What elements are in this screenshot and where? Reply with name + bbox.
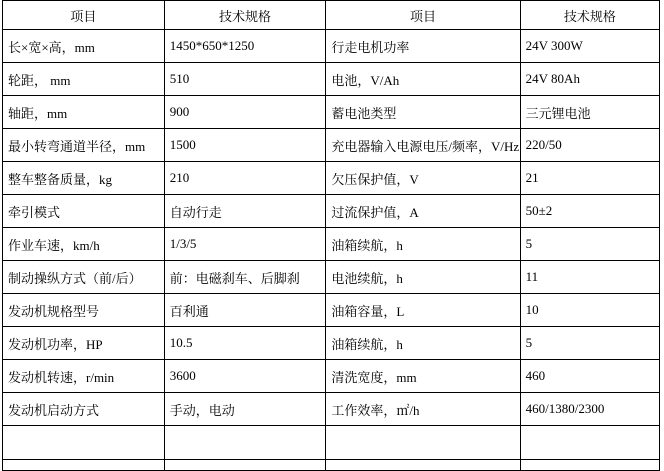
item-cell: 欠压保护值，V: [326, 162, 520, 195]
item-cell: 长×宽×高，mm: [3, 30, 165, 63]
item-cell: 蓄电池类型: [326, 96, 520, 129]
item-cell: 油箱续航，h: [326, 327, 520, 360]
spec-cell: 5: [520, 327, 659, 360]
empty-cell: [520, 460, 659, 471]
item-cell: 发动机转速，r/min: [3, 360, 165, 393]
empty-cell: [326, 426, 520, 460]
empty-cell: [520, 426, 659, 460]
item-cell: 最小转弯通道半径，mm: [3, 129, 165, 162]
table-row: [3, 162, 660, 195]
item-cell: 制动操纵方式（前/后）: [3, 261, 165, 294]
spec-cell: 460/1380/2300: [520, 393, 659, 426]
spec-cell: 11: [520, 261, 659, 294]
item-cell: 电池续航，h: [326, 261, 520, 294]
table-row: [3, 228, 660, 261]
spec-cell: 3600: [164, 360, 326, 393]
header-item-1: 项目: [3, 1, 165, 30]
empty-cell: [3, 426, 165, 460]
spec-cell: 1450*650*1250: [164, 30, 326, 63]
spec-cell: 1/3/5: [164, 228, 326, 261]
spec-cell: 220/50: [520, 129, 659, 162]
item-cell: 清洗宽度，mm: [326, 360, 520, 393]
item-cell: 油箱续航，h: [326, 228, 520, 261]
spec-table: [2, 0, 660, 471]
table-row: [3, 327, 660, 360]
spec-cell: 24V 80Ah: [520, 63, 659, 96]
header-spec-2: 技术规格: [520, 1, 659, 30]
table-row: [3, 360, 660, 393]
spec-cell: 10: [520, 294, 659, 327]
spec-cell: 5: [520, 228, 659, 261]
empty-cell: [164, 460, 326, 471]
item-cell: 发动机规格型号: [3, 294, 165, 327]
spec-cell: 510: [164, 63, 326, 96]
table-row: [3, 30, 660, 63]
spec-cell: 210: [164, 162, 326, 195]
spec-cell: 三元锂电池: [520, 96, 659, 129]
item-cell: 行走电机功率: [326, 30, 520, 63]
empty-row: [3, 426, 660, 460]
table-row: [3, 195, 660, 228]
spec-cell: 前：电磁刹车、后脚刹: [164, 261, 326, 294]
item-cell: 轮距， mm: [3, 63, 165, 96]
table-row: [3, 96, 660, 129]
spec-cell: 10.5: [164, 327, 326, 360]
empty-cell: [326, 460, 520, 471]
empty-cell: [3, 460, 165, 471]
table-row: [3, 63, 660, 96]
spec-cell: 460: [520, 360, 659, 393]
spec-cell: 24V 300W: [520, 30, 659, 63]
empty-cell: [164, 426, 326, 460]
spec-cell: 21: [520, 162, 659, 195]
item-cell: 工作效率，㎡/h: [326, 393, 520, 426]
item-cell: 发动机启动方式: [3, 393, 165, 426]
spec-cell: 50±2: [520, 195, 659, 228]
item-cell: 整车整备质量，kg: [3, 162, 165, 195]
item-cell: 牵引模式: [3, 195, 165, 228]
item-cell: 作业车速，km/h: [3, 228, 165, 261]
spec-cell: 900: [164, 96, 326, 129]
item-cell: 充电器输入电源电压/频率，V/Hz: [326, 129, 520, 162]
spec-cell: 手动，电动: [164, 393, 326, 426]
spec-cell: 自动行走: [164, 195, 326, 228]
table-row: [3, 294, 660, 327]
item-cell: 发动机功率，HP: [3, 327, 165, 360]
header-spec-1: 技术规格: [164, 1, 326, 30]
table-row: [3, 393, 660, 426]
spec-cell: 百利通: [164, 294, 326, 327]
empty-row: [3, 460, 660, 471]
table-row: [3, 261, 660, 294]
item-cell: 电池，V/Ah: [326, 63, 520, 96]
item-cell: 过流保护值，A: [326, 195, 520, 228]
table-row: [3, 129, 660, 162]
header-item-2: 项目: [326, 1, 520, 30]
spec-cell: 1500: [164, 129, 326, 162]
item-cell: 油箱容量，L: [326, 294, 520, 327]
item-cell: 轴距，mm: [3, 96, 165, 129]
header-row: [3, 1, 660, 30]
